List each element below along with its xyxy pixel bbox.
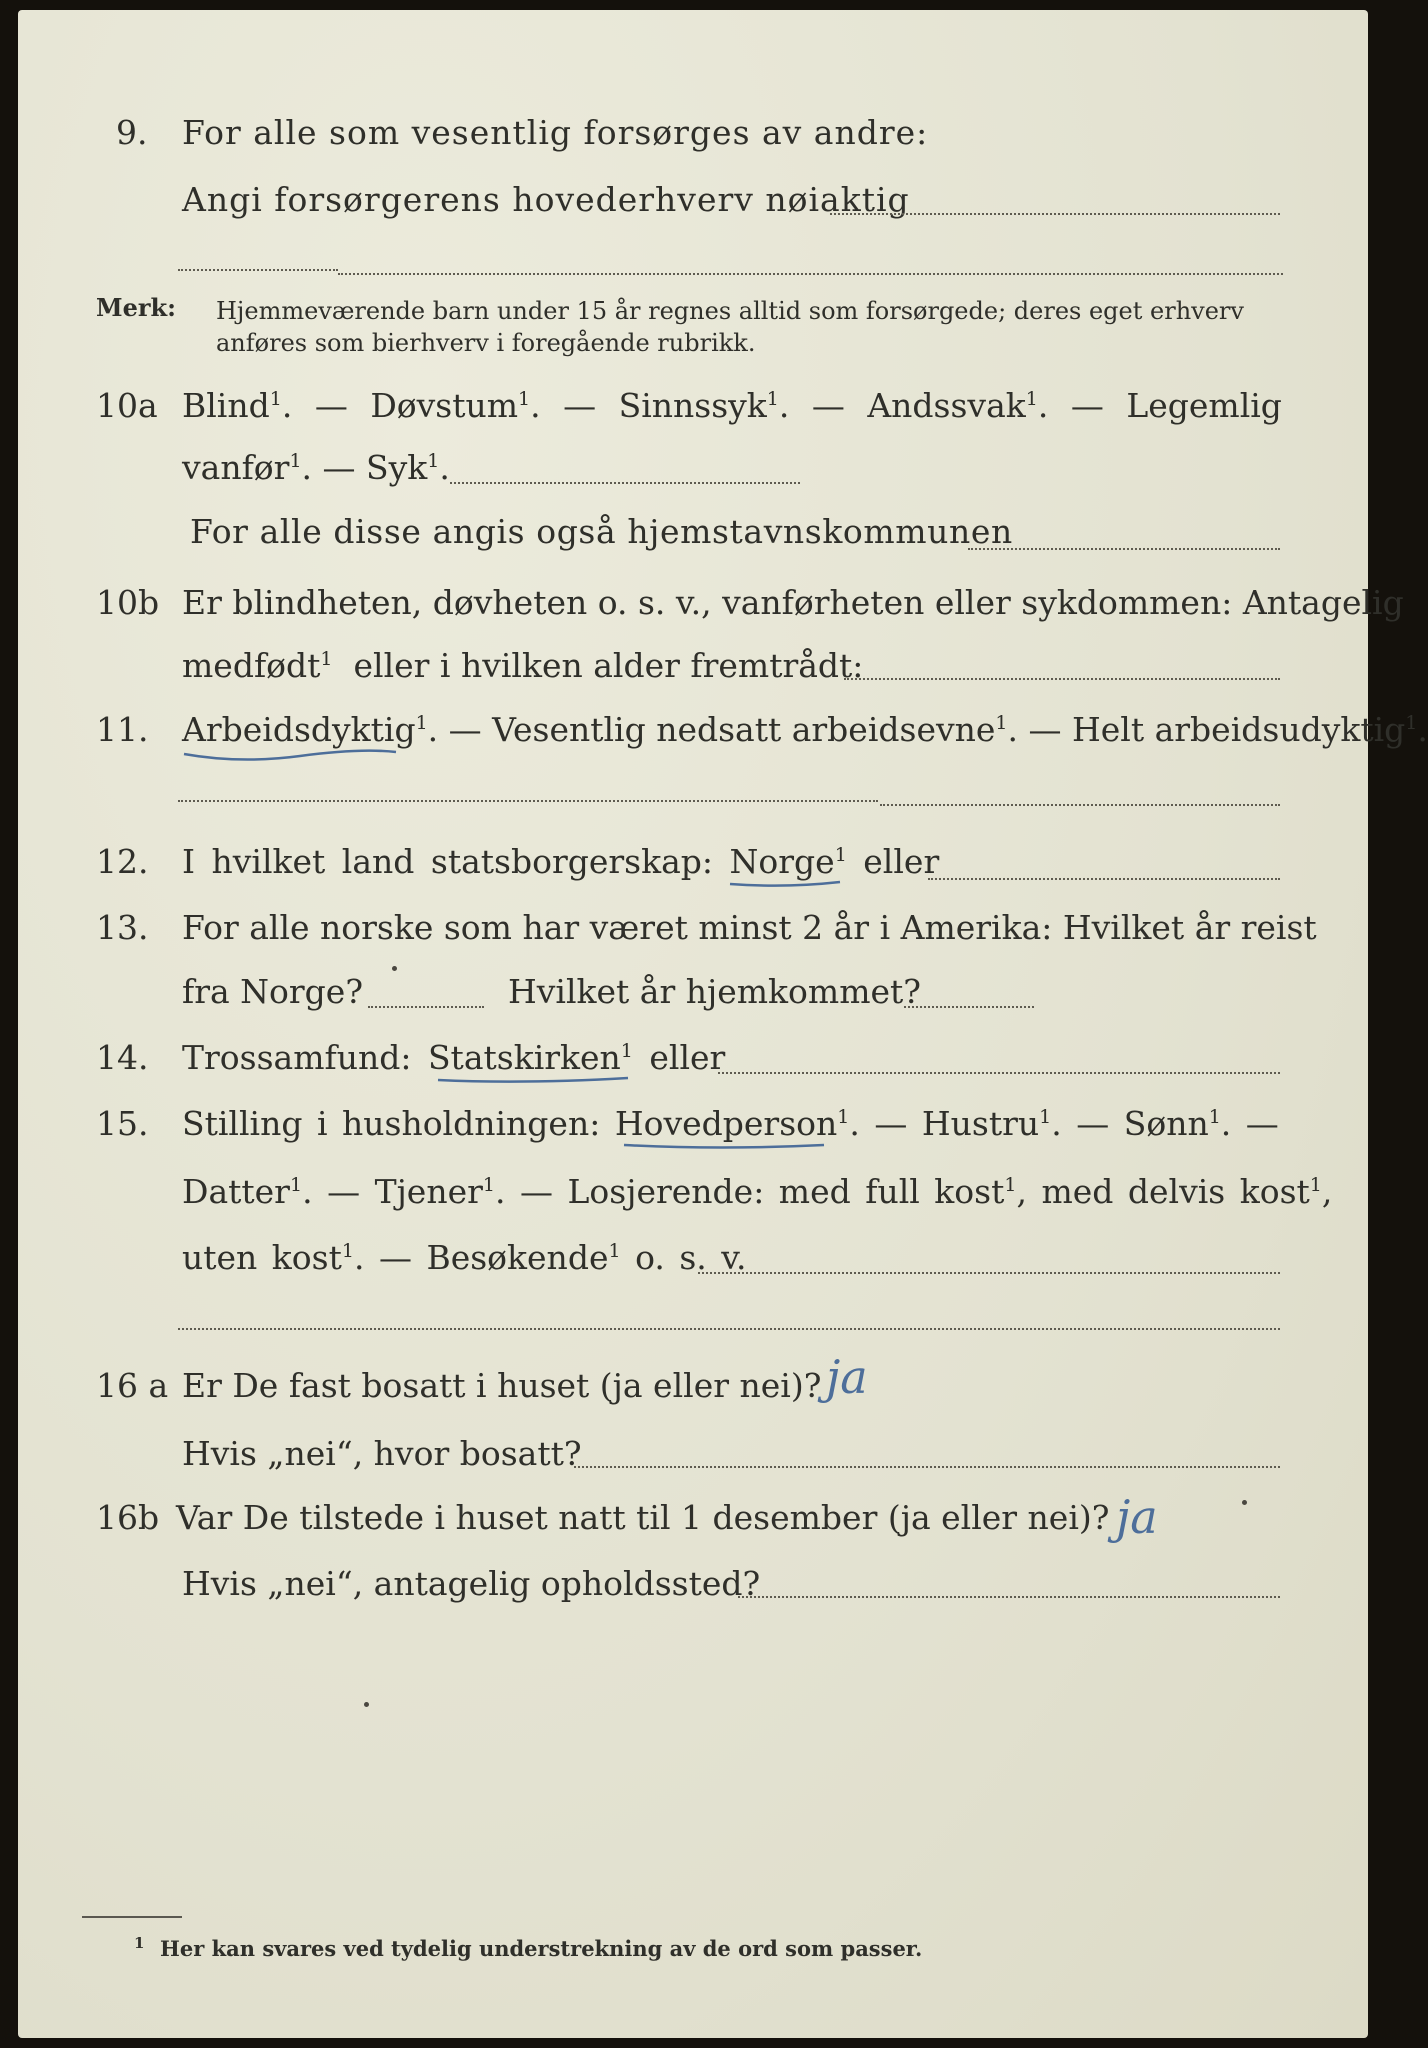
dash: — (314, 386, 348, 425)
q13-reist-line[interactable] (368, 1006, 484, 1008)
q10a-syk-line[interactable] (450, 482, 800, 484)
pencil-underline-hovedperson (620, 1138, 830, 1154)
pencil-underline-norge (726, 876, 846, 892)
dash: — (448, 710, 482, 749)
q10a-line1 (182, 386, 1282, 426)
q11-answer-line[interactable] (178, 800, 878, 802)
q10b-line2: medfødt$^1$ eller i hvilken alder fremtrådt: (182, 646, 864, 685)
option-besokende: Besøkende$^1$ (426, 1238, 621, 1277)
q9-answer-line[interactable] (830, 213, 1280, 215)
q15-line1: Stilling i husholdningen: Hovedperson$^1$. — Hustru$^1$. — Sønn$^1$. — (182, 1104, 1279, 1143)
q15-line2: Datter$^1$. — Tjener$^1$. — Losjerende: med full kost$^1$, med delvis kost$^1$, (182, 1172, 1333, 1211)
footnote-separator (82, 1916, 182, 1918)
option-nedsatt: Vesentlig nedsatt arbeidsevne$^1$. (492, 710, 1018, 749)
q10b-line1: Er blindheten, døvheten o. s. v., vanførheten eller sykdommen: Antagelig (182, 583, 1404, 622)
q15-answer-line[interactable] (698, 1272, 1280, 1274)
ink-speck (1242, 1500, 1247, 1505)
q9-number: 9. (116, 113, 148, 152)
dash: — (322, 448, 356, 487)
q9-answer-line-2b[interactable] (338, 273, 1283, 275)
q16a-bosatt-line[interactable] (574, 1466, 1280, 1468)
q11-number: 11. (96, 710, 149, 749)
option-udyktig: Helt arbeidsudyktig$^1$. (1072, 710, 1428, 749)
q12-number: 12. (96, 842, 149, 881)
q16b-number: 16b (96, 1498, 160, 1537)
option-legemlig: Legemlig (1126, 386, 1282, 425)
q16a-line1: Er De fast bosatt i huset (ja eller nei)? (182, 1366, 822, 1405)
q10a-line3: For alle disse angis også hjemstavnskommunen (190, 512, 1013, 551)
census-form-page (18, 10, 1428, 2038)
dash: — (1028, 710, 1062, 749)
q16b-handwritten-answer[interactable]: ja (1116, 1490, 1158, 1544)
q16a-handwritten-answer[interactable]: ja (826, 1350, 868, 1404)
option-blind: Blind$^1$. (182, 386, 293, 425)
ink-speck (364, 1702, 369, 1707)
option-hovedperson: Hovedperson$^1$. (614, 1104, 860, 1143)
merk-line2: anføres som bierhverv i foregående rubrikk. (216, 329, 756, 357)
q9-answer-line-2a[interactable] (178, 269, 338, 271)
option-norge: Norge$^1$ (729, 842, 847, 881)
pencil-underline-arbeidsdyktig (180, 742, 400, 766)
q12-answer-line[interactable] (928, 878, 1280, 880)
dash: — (563, 386, 597, 425)
q14-number: 14. (96, 1038, 149, 1077)
footnote-mark: 1 (134, 1934, 145, 1952)
q13-number: 13. (96, 908, 149, 947)
q13-hjemkommet-line[interactable] (904, 1006, 1034, 1008)
option-tjener: Tjener$^1$. (374, 1172, 506, 1211)
option-arbeidsdyktig: Arbeidsdyktig$^1$. (182, 710, 439, 749)
q9-line1: For alle som vesentlig forsørges av andre: (182, 113, 929, 152)
option-dovstum: Døvstum$^1$. (370, 386, 541, 425)
option-statskirken: Statskirken$^1$ (427, 1038, 633, 1077)
q9-line2: Angi forsørgerens hovederhverv nøiaktig (182, 180, 910, 219)
q14-answer-line[interactable] (718, 1072, 1280, 1074)
footnote-text: Her kan svares ved tydelig understrekning av de ord som passer. (160, 1936, 923, 1961)
q15-line3: uten kost$^1$. — Besøkende$^1$ o. s. v. (182, 1238, 747, 1277)
q16a-line2: Hvis „nei“, hvor bosatt? (182, 1434, 582, 1473)
q10b-answer-line[interactable] (844, 678, 1280, 680)
pencil-underline-statskirken (434, 1072, 634, 1088)
option-losjerende-delvis: med delvis kost$^1$, (1041, 1172, 1333, 1211)
option-losjerende-full: Losjerende: med full kost$^1$, (567, 1172, 1027, 1211)
option-andssvak: Andssvak$^1$. (867, 386, 1049, 425)
dash: — (811, 386, 845, 425)
q16a-number: 16 a (96, 1366, 169, 1405)
option-sinnssyk: Sinnssyk$^1$. (618, 386, 790, 425)
q16b-opholdssted-line[interactable] (738, 1596, 1280, 1598)
merk-label: Merk: (96, 293, 176, 322)
q13-line1: For alle norske som har været minst 2 år i Amerika: Hvilket år reist (182, 908, 1317, 947)
option-datter: Datter$^1$. (182, 1172, 313, 1211)
q10b-number: 10b (96, 583, 160, 622)
q15-answer-line-2[interactable] (178, 1328, 1280, 1330)
q10a-hjemstavn-line[interactable] (968, 548, 1280, 550)
option-sonn: Sønn$^1$. (1123, 1104, 1232, 1143)
q14-line: Trossamfund: Statskirken$^1$ eller (182, 1038, 726, 1077)
q16b-line1: Var De tilstede i huset natt til 1 desember (ja eller nei)? (176, 1498, 1110, 1537)
option-hustru: Hustru$^1$. (921, 1104, 1062, 1143)
q12-line: I hvilket land statsborgerskap: Norge$^1$ eller (182, 842, 940, 881)
option-vanfor: vanfør$^1$. (182, 448, 313, 487)
q16b-line2: Hvis „nei“, antagelig opholdssted? (182, 1564, 761, 1603)
q10a-line2 (182, 448, 450, 488)
q11-answer-line-b[interactable] (880, 804, 1280, 806)
q10a-number: 10a (96, 386, 158, 425)
option-syk: Syk$^1$. (366, 448, 450, 487)
q13-line2b: Hvilket år hjemkommet? (508, 972, 921, 1011)
q15-number: 15. (96, 1104, 149, 1143)
ink-speck (392, 966, 397, 971)
merk-line1: Hjemmeværende barn under 15 år regnes alltid som forsørgede; deres eget erhverv (216, 297, 1244, 325)
q13-line2a: fra Norge? (182, 972, 364, 1011)
option-uten-kost: uten kost$^1$. (182, 1238, 365, 1277)
dash: — (1070, 386, 1104, 425)
